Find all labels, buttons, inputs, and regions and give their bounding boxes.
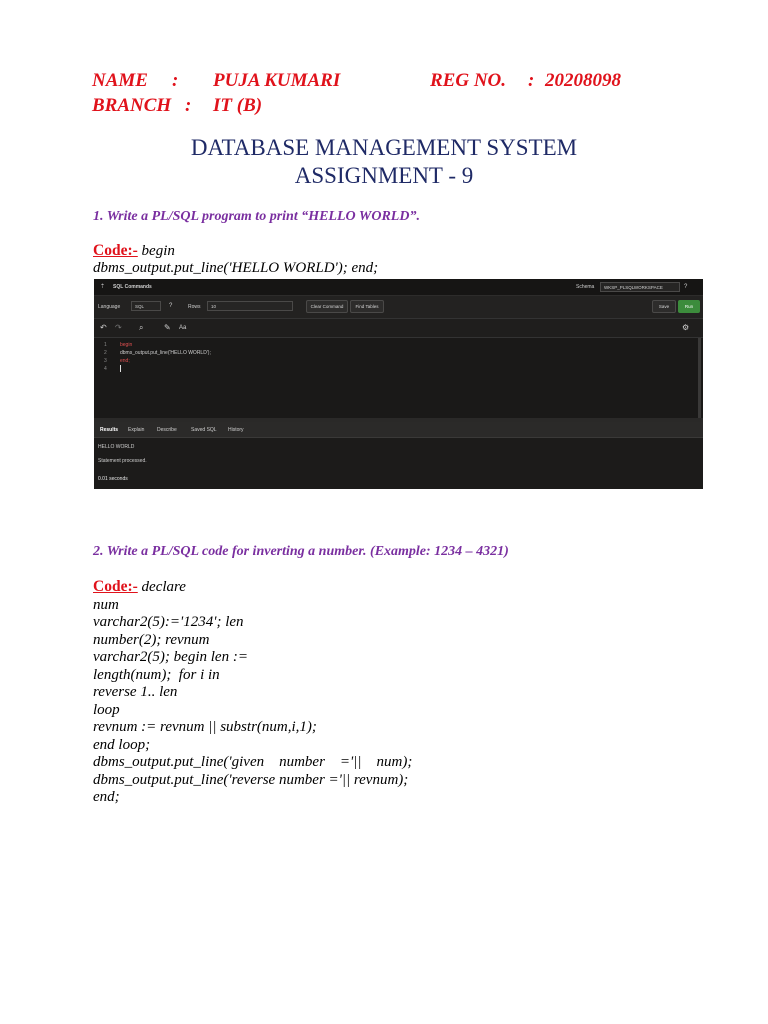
clear-command-button[interactable]: Clear Command xyxy=(306,300,348,313)
rows-select[interactable]: 10 xyxy=(207,301,293,311)
q1-code-label: Code:- xyxy=(93,242,138,259)
tab-describe[interactable]: Describe xyxy=(157,427,177,433)
line-gutter xyxy=(94,338,112,422)
line-number: 1 xyxy=(104,342,107,348)
name-colon: : xyxy=(172,70,179,91)
rows-label: Rows xyxy=(188,304,201,310)
q2-code-line-first xyxy=(93,578,186,596)
results-panel xyxy=(94,438,703,489)
branch-label: BRANCH xyxy=(92,95,172,116)
redo-icon[interactable]: ↷ xyxy=(115,323,122,332)
q2-code-line: end loop; xyxy=(93,737,151,753)
q2-code-line: dbms_output.put_line('reverse number ='|| revnum); xyxy=(93,772,409,788)
q2-code-line: revnum := revnum || substr(num,i,1); xyxy=(93,719,317,735)
q2-code-line: end; xyxy=(93,789,120,805)
q2-code-line: dbms_output.put_line('given number ='|| num); xyxy=(93,754,413,770)
tab-explain[interactable]: Explain xyxy=(128,427,145,433)
save-button[interactable]: Save xyxy=(652,300,676,313)
line-number: 3 xyxy=(104,358,107,364)
run-button[interactable]: Run xyxy=(678,300,700,313)
search-icon[interactable]: ⌕ xyxy=(139,323,144,332)
question-1: 1. Write a PL/SQL program to print “HELLO WORLD”. xyxy=(93,209,420,224)
font-size-icon[interactable]: Aa xyxy=(179,325,187,331)
schema-select[interactable]: WKSP_PLSQLWORKSPACE xyxy=(600,282,680,292)
q1-code-line-1 xyxy=(93,242,175,260)
tab-results[interactable]: Results xyxy=(100,427,119,433)
q2-code-line: varchar2(5):='1234'; len xyxy=(93,614,244,630)
wrench-icon[interactable]: ✎ xyxy=(164,323,171,332)
reg-value: 20208098 xyxy=(545,70,621,91)
gear-icon[interactable]: ⚙ xyxy=(682,323,690,332)
timing-text: 0.01 seconds xyxy=(98,476,128,482)
q2-code-line: reverse 1.. len xyxy=(93,684,178,700)
help-icon[interactable]: ? xyxy=(684,284,688,290)
editor-line: begin xyxy=(120,342,133,348)
up-arrow-icon[interactable]: ⇡ xyxy=(100,284,106,290)
name-value: PUJA KUMARI xyxy=(213,70,341,91)
text-cursor xyxy=(120,365,121,372)
language-label: Language xyxy=(98,304,121,310)
q2-code-line: number(2); revnum xyxy=(93,632,210,648)
editor-toolbar xyxy=(94,319,703,338)
reg-colon: : xyxy=(528,70,535,91)
schema-label: Schema xyxy=(576,284,595,290)
code-editor[interactable] xyxy=(94,338,703,422)
branch-value: IT (B) xyxy=(213,95,263,116)
q2-code-line: varchar2(5); begin len := xyxy=(93,649,248,665)
tab-history[interactable]: History xyxy=(228,427,244,433)
name-label: NAME xyxy=(92,70,148,91)
q2-code-line: length(num); for i in xyxy=(93,667,220,683)
sql-commands-screenshot xyxy=(94,279,703,489)
editor-line: end; xyxy=(120,358,130,364)
question-2: 2. Write a PL/SQL code for inverting a number. (Example: 1234 – 4321) xyxy=(93,544,509,559)
undo-icon[interactable]: ↶ xyxy=(100,323,107,332)
tab-saved-sql[interactable]: Saved SQL xyxy=(191,427,217,433)
command-toolbar xyxy=(94,296,703,319)
q2-code-line: loop xyxy=(93,702,120,718)
q2-code-label: Code:- xyxy=(93,578,138,595)
status-text: Statement processed. xyxy=(98,458,147,464)
line-number: 4 xyxy=(104,366,107,372)
q1-code-line-2: dbms_output.put_line('HELLO WORLD'); end; xyxy=(93,260,379,276)
help-circle-icon[interactable]: ? xyxy=(169,303,173,309)
panel-titlebar xyxy=(94,279,703,296)
reg-label: REG NO. xyxy=(430,70,507,91)
q2-code-line: num xyxy=(93,597,119,613)
output-text: HELLO WORLD xyxy=(98,444,135,450)
editor-scrollbar[interactable] xyxy=(698,338,701,418)
assignment-title: ASSIGNMENT - 9 xyxy=(294,163,474,188)
q2-code-text-first: declare xyxy=(141,579,186,595)
line-number: 2 xyxy=(104,350,107,356)
editor-line: dbms_output.put_line('HELLO WORLD'); xyxy=(120,350,211,356)
doc-title: DATABASE MANAGEMENT SYSTEM xyxy=(190,135,578,160)
find-tables-button[interactable]: Find Tables xyxy=(350,300,384,313)
q1-code-text-1: begin xyxy=(141,243,175,259)
language-select[interactable]: SQL xyxy=(131,301,161,311)
panel-title: SQL Commands xyxy=(113,284,152,290)
result-tabs xyxy=(94,422,703,438)
branch-colon: : xyxy=(185,95,192,116)
